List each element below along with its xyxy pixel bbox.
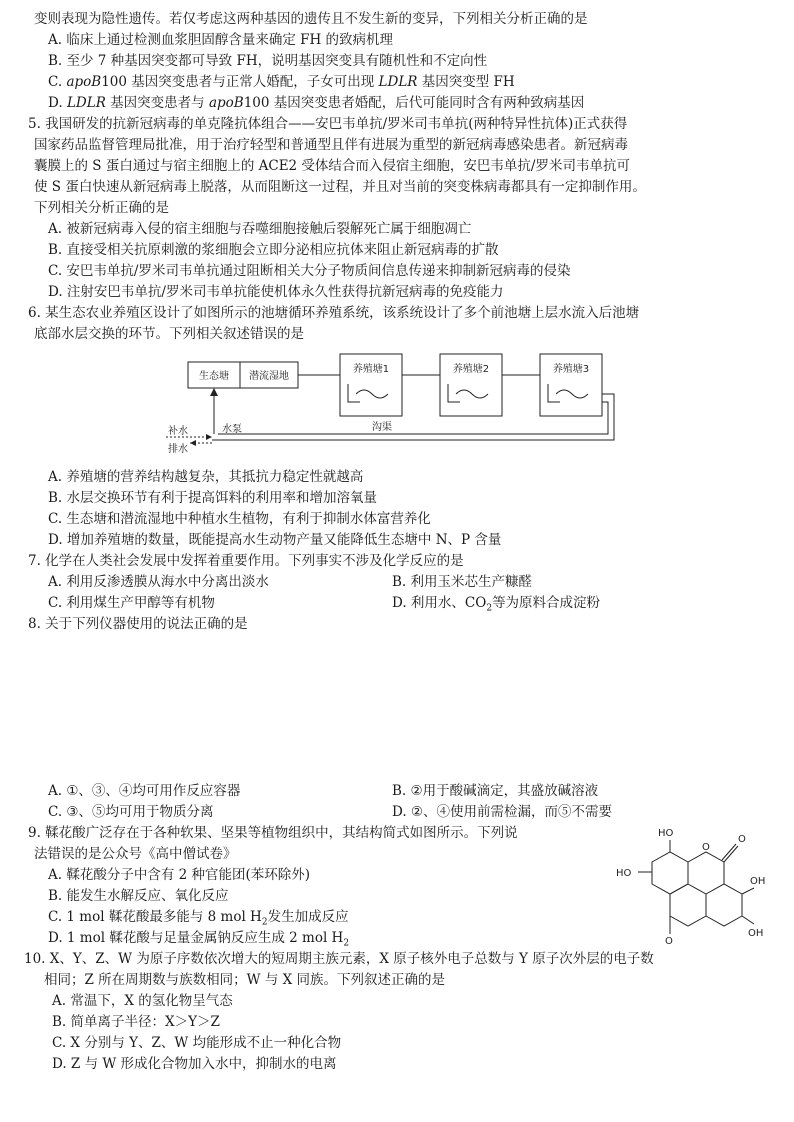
q8-option-b: B. ②用于酸碱滴定，其盛放碱溶液 — [392, 783, 599, 799]
q9-stem-line1: 9. 鞣花酸广泛存在于各种软果、坚果等植物组织中，其结构简式如图所示。下列说 — [28, 825, 518, 841]
oh-bond-3 — [742, 888, 754, 894]
return-channel-outer — [212, 394, 614, 440]
q7-option-d: D. 利用水、$CO_2$等为原料合成淀粉 — [392, 595, 601, 614]
pond-circulation-diagram — [160, 344, 630, 464]
q7-option-a: A. 利用反渗透膜从海水中分离出淡水 — [48, 574, 269, 590]
q8-option-d: D. ②、④使用前需检漏，而⑤不需要 — [392, 804, 613, 820]
carbonyl-bond — [724, 846, 738, 862]
inflow-label: 补水 — [168, 426, 188, 437]
pond2-flow-arrow — [456, 390, 488, 398]
pond2-label: 养殖塘2 — [452, 364, 490, 375]
q5-option-c: C. 安巴韦单抗/罗米司韦单抗通过阻断相关大分子物质间信息传递来抑制新冠病毒的侵染 — [48, 263, 571, 279]
return-channel-inner — [218, 402, 608, 434]
ring-o: O — [702, 842, 710, 853]
carbonyl-o-bottom: O — [665, 936, 673, 947]
carbonyl-bond-2 — [722, 844, 736, 860]
q6-option-d: D. 增加养殖塘的数量，既能提高水生动物产量又能降低生态塘中 N、P 含量 — [48, 532, 502, 548]
q10-option-d: D. Z 与 W 形成化合物加入水中，抑制水的电离 — [52, 1056, 337, 1072]
lower-ring — [670, 884, 706, 926]
q5-stem-line4: 使 S 蛋白快速从新冠病毒上脱落，从而阻断这一过程，并且对当前的突变株病毒都具有一定抑制作用。 — [34, 179, 646, 195]
q8-option-a: A. ①、③、④均可用作反应容器 — [48, 783, 241, 799]
left-ring — [652, 852, 688, 894]
q5-stem-line5: 下列相关分析正确的是 — [34, 200, 169, 216]
pond1-flow-arrow — [356, 390, 388, 398]
q9-option-c: C. 1 mol 鞣花酸最多能与 8 mol $H_2$发生加成反应 — [48, 909, 349, 928]
q10-option-b: B. 简单离子半径：X＞Y＞Z — [52, 1014, 220, 1030]
q4-option-c: C. apoB100 基因突变患者与正常人婚配，子女可出现 LDLR 基因突变型 FH — [48, 74, 515, 90]
q9-option-d: D. 1 mol 鞣花酸与足量金属钠反应生成 2 mol $H_2$ — [48, 930, 350, 949]
inflow-arrow — [206, 434, 212, 440]
outflow-arrow — [190, 440, 196, 446]
q6-option-b: B. 水层交换环节有利于提高饵料的利用率和增加溶氧量 — [48, 490, 378, 506]
wetland-label: 潜流湿地 — [249, 371, 289, 382]
q4-stem: 变则表现为隐性遗传。若仅考虑这两种基因的遗传且不发生新的变异，下列相关分析正确的是 — [34, 11, 588, 27]
q9-option-a: A. 鞣花酸分子中含有 2 种官能团(苯环除外) — [48, 867, 311, 883]
q7-option-c: C. 利用煤生产甲醇等有机物 — [48, 595, 215, 611]
q10-stem-line1: 10. X、Y、Z、W 为原子序数依次增大的短周期主族元素，X 原子核外电子总数与 Y 原子次外层的电子数 — [24, 951, 654, 967]
q7-option-b: B. 利用玉米芯生产糠醛 — [392, 574, 533, 590]
lactone-ring — [688, 852, 724, 884]
pond3-flow-arrow — [556, 390, 588, 398]
hydroxyl-1: HO — [658, 828, 674, 839]
q4-option-b: B. 至少 7 种基因突变都可导致 FH，说明基因突变具有随机性和不定向性 — [48, 53, 488, 69]
pond1-bracket — [348, 384, 360, 402]
q6-option-c: C. 生态塘和潜流湿地中种植水生植物，有利于抑制水体富营养化 — [48, 511, 431, 527]
q5-stem-line2: 国家药品监督管理局批准，用于治疗轻型和普通型且伴有进展为重型的新冠病毒感染患者。新冠病毒 — [34, 137, 628, 153]
pump-arrow-head — [210, 388, 218, 396]
hydroxyl-4: OH — [748, 928, 764, 939]
pond1-label: 养殖塘1 — [352, 364, 390, 375]
q4-option-d: D. LDLR 基因突变患者与 apoB100 基因突变患者婚配，后代可能同时含有两种致病基因 — [48, 95, 585, 111]
q9-stem-line2: 法错误的是公众号《高中僧试卷》 — [34, 846, 237, 862]
q5-option-a: A. 被新冠病毒入侵的宿主细胞与吞噬细胞接触后裂解死亡属于细胞凋亡 — [48, 221, 472, 237]
q10-option-a: A. 常温下，X 的氢化物呈气态 — [52, 993, 233, 1009]
q10-option-c: C. X 分别与 Y、Z、W 均能形成不止一种化合物 — [52, 1035, 342, 1051]
q7-stem: 7. 化学在人类社会发展中发挥着重要作用。下列事实不涉及化学反应的是 — [28, 553, 464, 569]
q6-option-a: A. 养殖塘的营养结构越复杂，其抵抗力稳定性就越高 — [48, 469, 364, 485]
carbonyl-o-top: O — [738, 834, 746, 845]
q5-stem-line1: 5. 我国研发的抗新冠病毒的单克隆抗体组合——安巴韦单抗/罗米司韦单抗(两种特异性抗体)正式获得 — [28, 116, 628, 132]
right-ring — [706, 884, 742, 926]
q4-option-a: A. 临床上通过检测血浆胆固醇含量来确定 FH 的致病机理 — [48, 32, 394, 48]
q5-stem-line3: 囊膜上的 S 蛋白通过与宿主细胞上的 ACE2 受体结合而入侵宿主细胞，安巴韦单抗/罗米司韦单抗可 — [34, 158, 630, 174]
ecology-pond-label: 生态塘 — [199, 371, 229, 382]
q6-stem-line1: 6. 某生态农业养殖区设计了如图所示的池塘循环养殖系统，该系统设计了多个前池塘上层水流入后池塘 — [28, 305, 640, 321]
q10-stem-line2: 相同；Z 所在周期数与族数相同；W 与 X 同族。下列叙述正确的是 — [44, 972, 446, 988]
q8-stem: 8. 关于下列仪器使用的说法正确的是 — [28, 616, 248, 632]
pond3-bracket — [548, 384, 560, 402]
pond2-bracket — [448, 384, 460, 402]
pump-label: 水泵 — [222, 424, 242, 435]
oh-bond-4 — [742, 916, 754, 924]
q5-option-d: D. 注射安巴韦单抗/罗米司韦单抗能使机体永久性获得抗新冠病毒的免疫能力 — [48, 284, 504, 300]
hydroxyl-3: OH — [750, 876, 766, 887]
pond3-label: 养殖塘3 — [552, 364, 590, 375]
hydroxyl-2: HO — [616, 868, 632, 879]
q9-option-b: B. 能发生水解反应、氧化反应 — [48, 888, 229, 904]
q5-option-b: B. 直接受相关抗原刺激的浆细胞会立即分泌相应抗体来阻止新冠病毒的扩散 — [48, 242, 499, 258]
outflow-label: 排水 — [168, 444, 188, 455]
ellagic-acid-structure — [612, 822, 772, 952]
channel-label: 沟渠 — [372, 422, 392, 433]
q6-stem-line2: 底部水层交换的环节。下列相关叙述错误的是 — [34, 326, 304, 342]
q8-option-c: C. ③、⑤均可用于物质分离 — [48, 804, 214, 820]
